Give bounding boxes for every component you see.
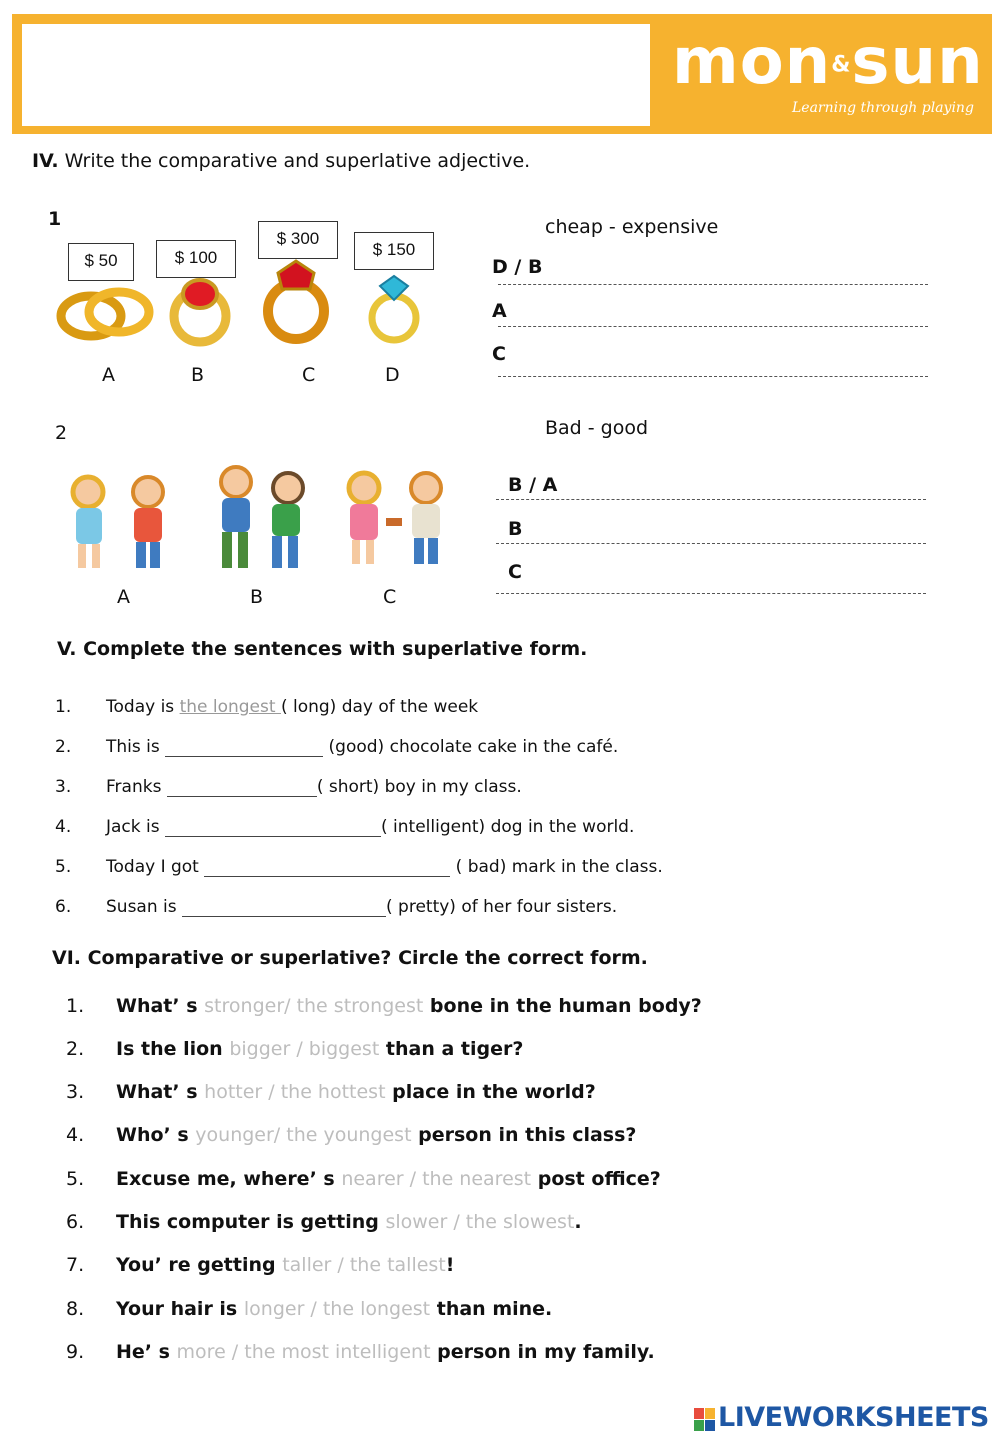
vi-item-3-options[interactable]: hotter / the hottest (204, 1081, 386, 1103)
vi-item-number: 1. (66, 995, 85, 1017)
q1-answer-label-1: D / B (492, 256, 543, 278)
q1-answer-line-2[interactable] (498, 326, 928, 327)
v-item-number: 5. (55, 857, 72, 877)
section-iv-heading: IV. Write the comparative and superlative adjective. (32, 150, 531, 172)
price-tag-c: $ 300 (258, 221, 338, 259)
ring-c-image (258, 255, 334, 347)
pic-label-c: C (383, 586, 397, 608)
v-item-1-answer[interactable]: the longest (179, 697, 281, 717)
vi-item-number: 2. (66, 1038, 85, 1060)
vi-item-number: 4. (66, 1124, 85, 1146)
vi-item-5: Excuse me, where’ s nearer / the nearest post office? (116, 1168, 661, 1190)
pic-label-b: B (250, 586, 264, 608)
q2-answer-line-1[interactable] (496, 499, 926, 500)
v-item-5: Today I got ( bad) mark in the class. (106, 857, 663, 877)
ring-label-d: D (385, 364, 400, 386)
price-tag-d: $ 150 (354, 232, 434, 270)
vi-item-number: 3. (66, 1081, 85, 1103)
v-item-4: Jack is ( intelligent) dog in the world. (106, 817, 635, 837)
vi-item-6: This computer is getting slower / the slowest. (116, 1211, 582, 1233)
v-item-2-blank[interactable] (165, 739, 323, 757)
vi-item-7-options[interactable]: taller / the tallest (282, 1254, 446, 1276)
ring-label-c: C (302, 364, 316, 386)
q1-answer-line-3[interactable] (498, 376, 928, 377)
name-box[interactable] (22, 24, 650, 126)
liveworksheets-logo-icon (694, 1408, 716, 1432)
q2-prompt: Bad - good (545, 417, 649, 439)
vi-item-4-options[interactable]: younger/ the youngest (195, 1124, 412, 1146)
vi-item-8: Your hair is longer / the longest than mine. (116, 1298, 553, 1320)
q1-answer-line-1[interactable] (498, 284, 928, 285)
vi-item-number: 6. (66, 1211, 85, 1233)
section-v-heading: V. Complete the sentences with superlative form. (57, 638, 588, 660)
q1-prompt: cheap - expensive (545, 216, 719, 238)
q2-answer-line-2[interactable] (496, 543, 926, 544)
v-item-number: 3. (55, 777, 72, 797)
v-item-4-blank[interactable] (165, 819, 381, 837)
v-item-5-blank[interactable] (204, 859, 450, 877)
ring-label-b: B (191, 364, 205, 386)
vi-item-3: What’ s hotter / the hottest place in the world? (116, 1081, 596, 1103)
vi-item-1: What’ s stronger/ the strongest bone in the human body? (116, 995, 702, 1017)
v-item-3-blank[interactable] (167, 779, 317, 797)
q2-number: 2 (55, 422, 68, 444)
v-item-number: 4. (55, 817, 72, 837)
ring-a-image (55, 282, 155, 342)
section-vi-heading: VI. Comparative or superlative? Circle the correct form. (52, 947, 648, 969)
kids-c-image (334, 466, 458, 570)
vi-item-4: Who’ s younger/ the youngest person in this class? (116, 1124, 637, 1146)
logo: mon&sun (672, 25, 984, 99)
kids-b-image (204, 462, 314, 574)
ring-label-a: A (102, 364, 115, 386)
v-item-6-blank[interactable] (182, 899, 386, 917)
q2-answer-label-3: C (508, 561, 522, 583)
v-item-6: Susan is ( pretty) of her four sisters. (106, 897, 618, 917)
v-item-number: 2. (55, 737, 72, 757)
liveworksheets-brand: LIVEWORKSHEETS (718, 1402, 989, 1433)
vi-item-number: 9. (66, 1341, 85, 1363)
ring-d-image (362, 270, 426, 346)
vi-item-5-options[interactable]: nearer / the nearest (341, 1168, 532, 1190)
tagline: Learning through playing (792, 100, 974, 116)
kids-a-image (58, 470, 180, 574)
ring-b-image (163, 276, 237, 348)
vi-item-number: 5. (66, 1168, 85, 1190)
q1-answer-label-3: C (492, 343, 506, 365)
vi-item-7: You’ re getting taller / the tallest! (116, 1254, 455, 1276)
q2-answer-label-2: B (508, 518, 523, 540)
v-item-3: Franks ( short) boy in my class. (106, 777, 522, 797)
vi-item-2-options[interactable]: bigger / biggest (229, 1038, 380, 1060)
q2-answer-line-3[interactable] (496, 593, 926, 594)
q1-number: 1 (48, 208, 62, 230)
q2-answer-label-1: B / A (508, 474, 558, 496)
vi-item-6-options[interactable]: slower / the slowest (385, 1211, 575, 1233)
v-item-2: This is (good) chocolate cake in the café. (106, 737, 619, 757)
price-tag-b: $ 100 (156, 240, 236, 278)
vi-item-1-options[interactable]: stronger/ the strongest (204, 995, 424, 1017)
vi-item-2: Is the lion bigger / biggest than a tiger? (116, 1038, 524, 1060)
vi-item-number: 7. (66, 1254, 85, 1276)
v-item-number: 6. (55, 897, 72, 917)
pic-label-a: A (117, 586, 130, 608)
vi-item-9-options[interactable]: more / the most intelligent (176, 1341, 431, 1363)
vi-item-number: 8. (66, 1298, 85, 1320)
v-item-1: Today is the longest ( long) day of the week (106, 697, 479, 717)
v-item-number: 1. (55, 697, 72, 717)
vi-item-9: He’ s more / the most intelligent person in my family. (116, 1341, 655, 1363)
price-tag-a: $ 50 (68, 243, 134, 281)
q1-answer-label-2: A (492, 300, 507, 322)
vi-item-8-options[interactable]: longer / the longest (243, 1298, 431, 1320)
